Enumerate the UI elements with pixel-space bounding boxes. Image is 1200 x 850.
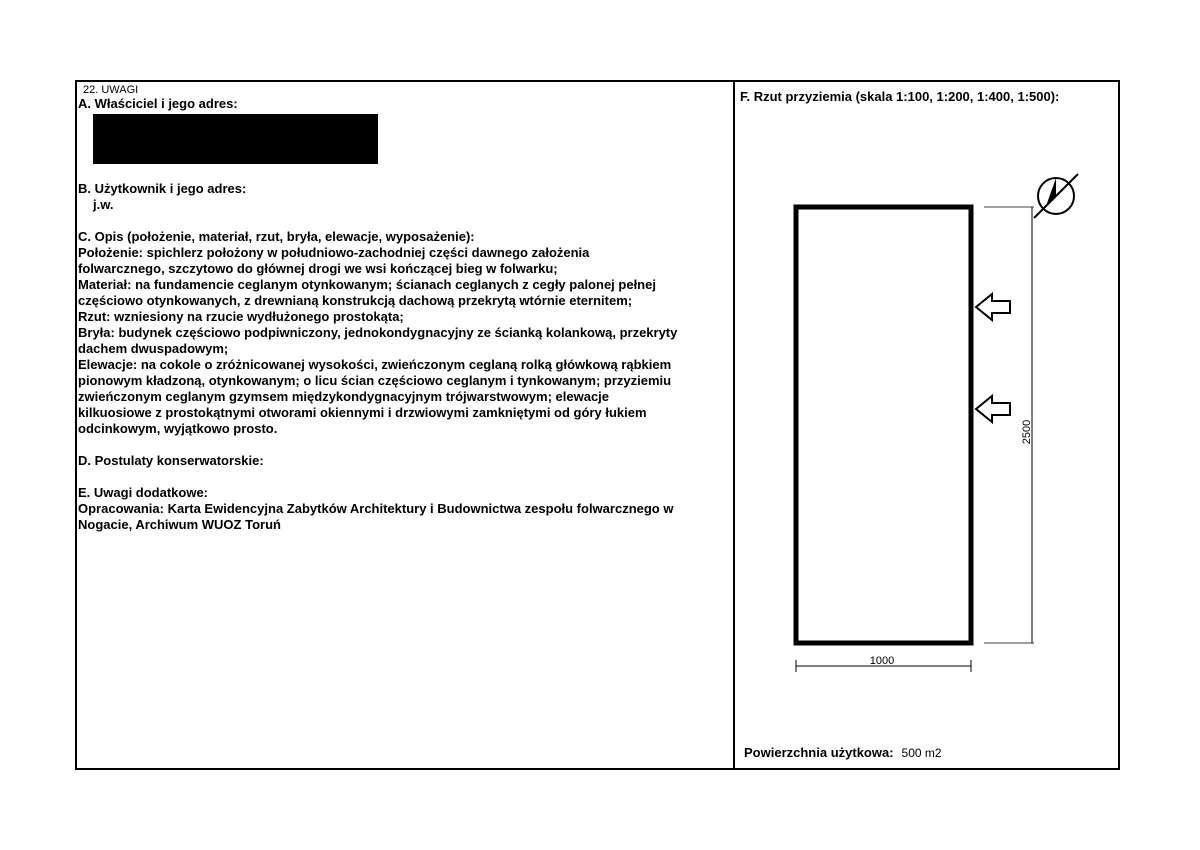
- description-line: kilkuosiowe z prostokątnymi otworami okiennymi i drzwiowymi zamkniętymi od góry łukiem: [78, 405, 647, 420]
- description-line: folwarcznego, szczytowo do głównej drogi we wsi kończącej bieg w folwarku;: [78, 261, 558, 276]
- remarks-heading: E. Uwagi dodatkowe:: [78, 485, 209, 500]
- remarks-text: [78, 501, 730, 533]
- width-dimension-label: 1000: [869, 655, 895, 667]
- owner-heading: A. Właściciel i jego adres:: [78, 96, 238, 111]
- building-outline: [796, 207, 971, 643]
- description-line: odcinkowym, wyjątkowo prosto.: [78, 421, 278, 436]
- description-heading: C. Opis (położenie, materiał, rzut, bryła, elewacje, wyposażenie):: [78, 229, 475, 244]
- ground-plan-drawing: [734, 82, 1118, 768]
- section-number: 22. UWAGI: [83, 84, 139, 96]
- postulates-heading: D. Postulaty konserwatorskie:: [78, 453, 264, 468]
- entrance-arrow-icon: [976, 294, 1010, 320]
- remarks-line: Opracowania: Karta Ewidencyjna Zabytków Architektury i Budownictwa zespołu folwarcznego w: [78, 501, 674, 516]
- usable-area-value: 500 m2: [901, 746, 942, 760]
- description-line: pionowym kładzoną, otynkowanym; o licu ścian częściowo ceglanym i tynkowanym; przyziemiu: [78, 373, 672, 388]
- description-line: częściowo otynkowanych, z drewnianą konstrukcją dachową przekrytą wtórnie eternitem;: [78, 293, 633, 308]
- remarks-line: Nogacie, Archiwum WUOZ Toruń: [78, 517, 281, 532]
- remarks-column: [78, 84, 730, 533]
- redacted-owner-address: [93, 114, 378, 164]
- description-line: Rzut: wzniesiony na rzucie wydłużonego prostokąta;: [78, 309, 404, 324]
- description-line: Materiał: na fundamencie ceglanym otynkowanym; ścianach ceglanych z cegły palonej pełnej: [78, 277, 656, 292]
- user-value: j.w.: [93, 197, 114, 212]
- description-line: Elewacje: na cokole o zróżnicowanej wysokości, zwieńczonym ceglaną rolką główkową rąbkiem: [78, 357, 672, 372]
- length-dimension-label: 2500: [1021, 419, 1033, 445]
- usable-area: [744, 745, 942, 760]
- description-line: dachem dwuspadowym;: [78, 341, 229, 356]
- usable-area-label: Powierzchnia użytkowa:: [744, 745, 894, 760]
- description-text: [78, 245, 730, 437]
- user-heading: B. Użytkownik i jego adres:: [78, 181, 247, 196]
- entrance-arrow-icon: [976, 396, 1010, 422]
- description-line: zwieńczonym ceglanym gzymsem międzykondygnacyjnym trójwarstwowym; elewacje: [78, 389, 610, 404]
- north-arrow-icon: [1034, 174, 1078, 218]
- ground-plan-title: F. Rzut przyziemia (skala 1:100, 1:200, 1:400, 1:500):: [740, 89, 1060, 104]
- description-line: Bryła: budynek częściowo podpiwniczony, jednokondygnacyjny ze ścianką kolankową, przekryty: [78, 325, 678, 340]
- description-line: Położenie: spichlerz położony w południowo-zachodniej części dawnego założenia: [78, 245, 590, 260]
